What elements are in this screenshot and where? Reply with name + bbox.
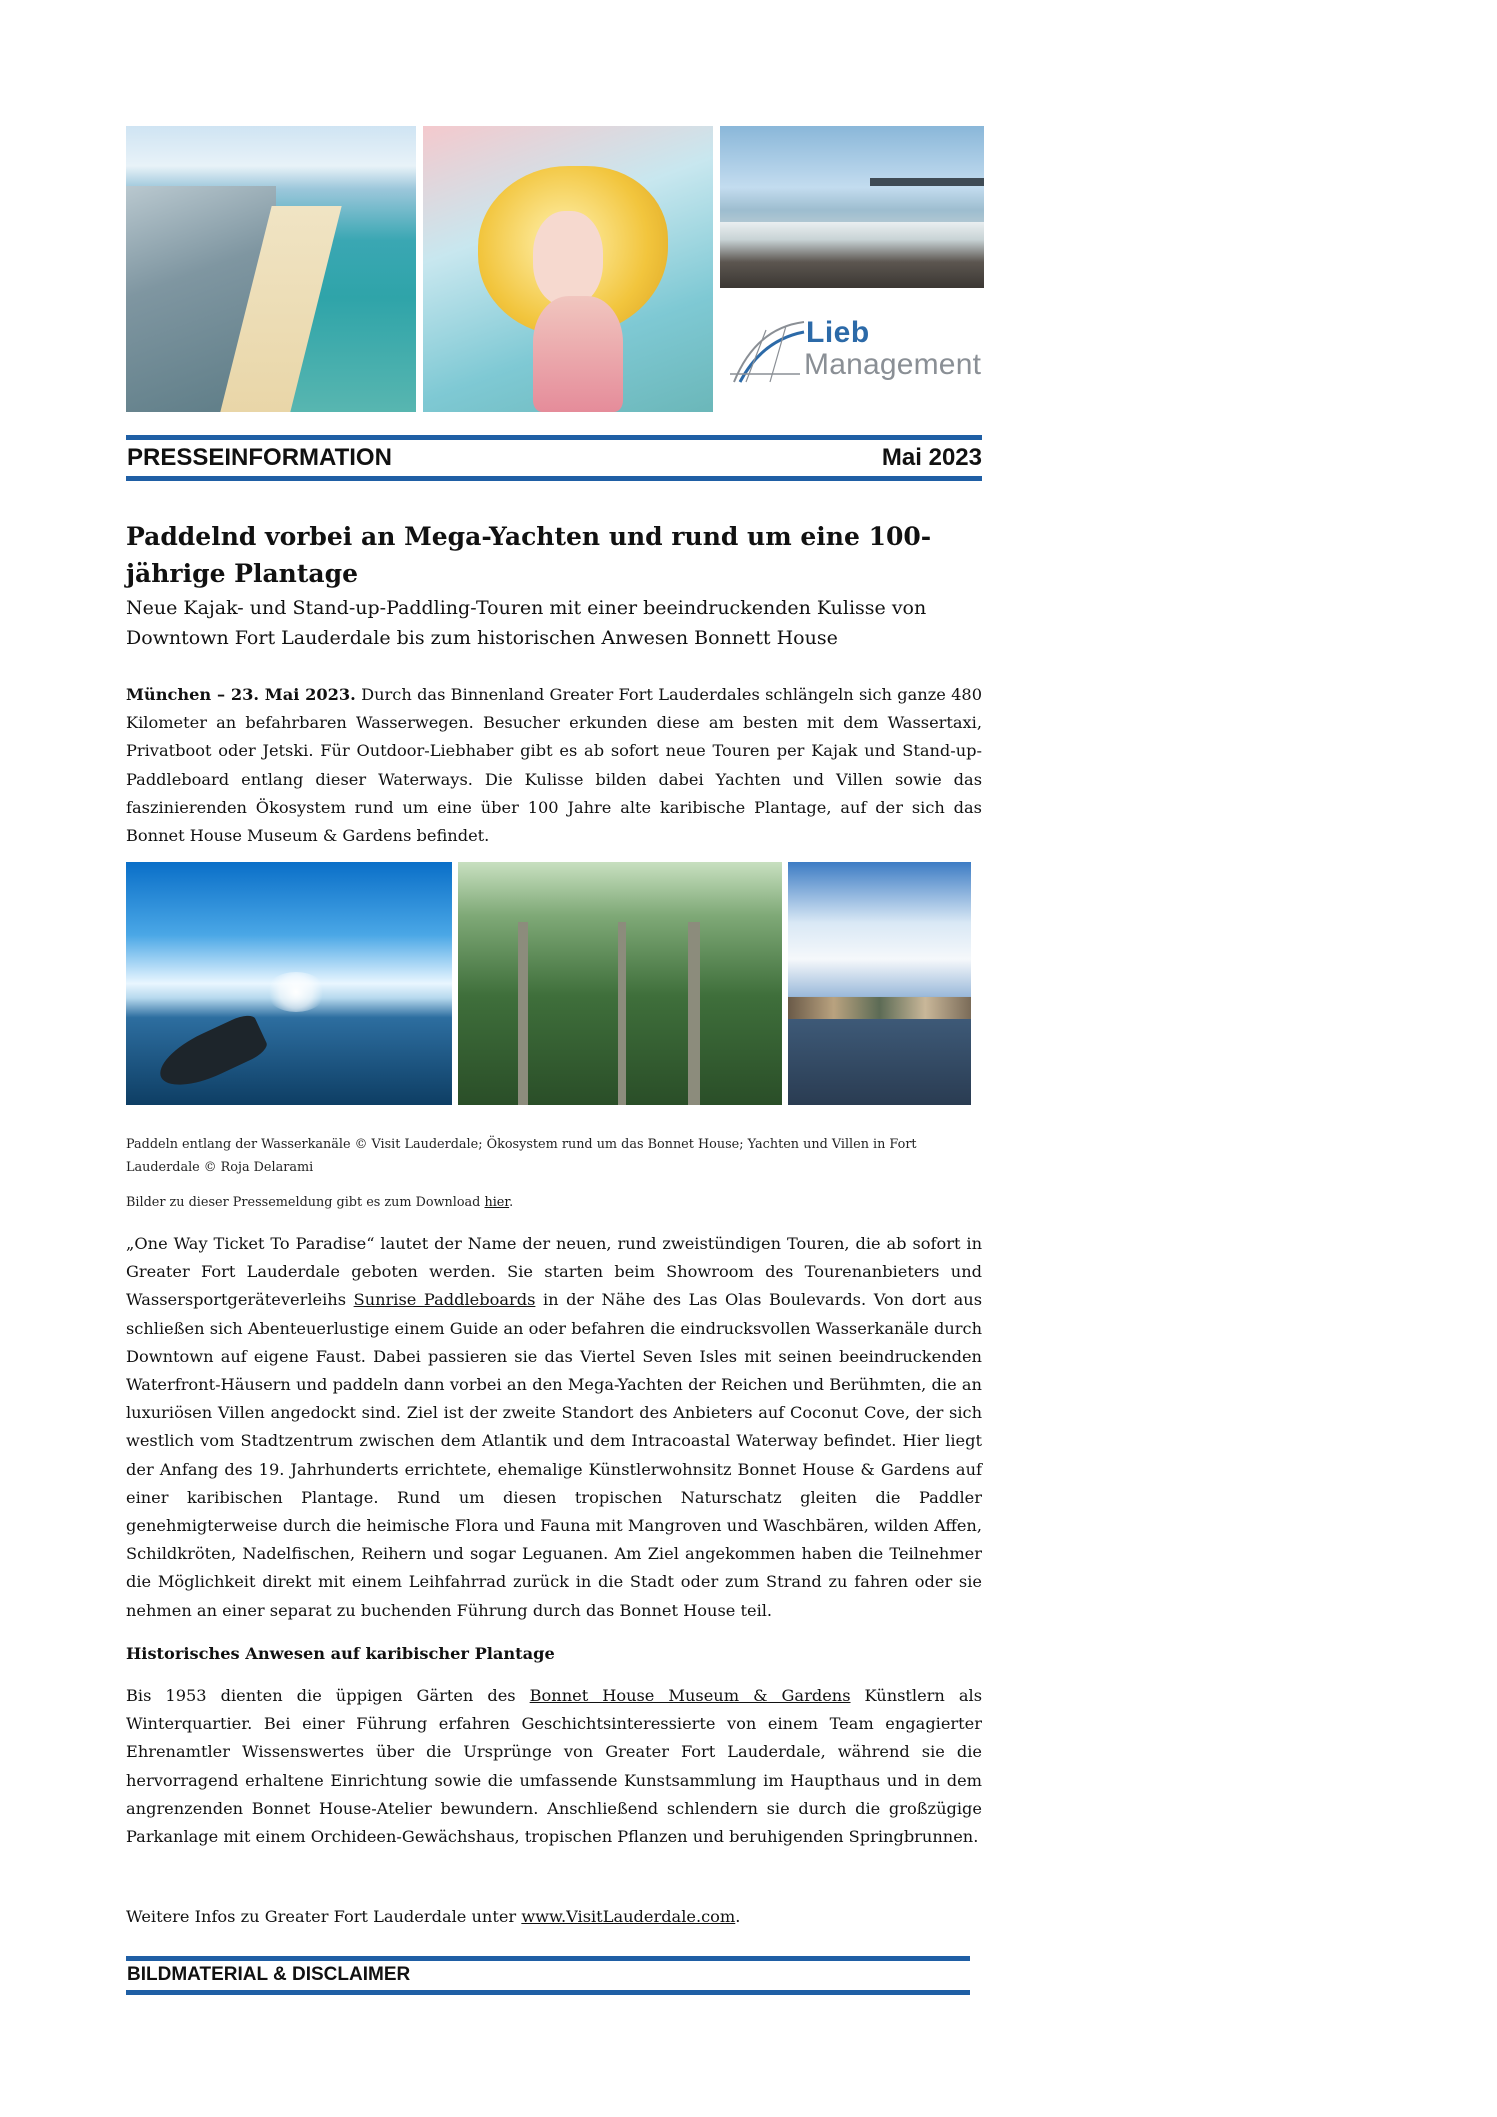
visitlauderdale-link[interactable]: www.VisitLauderdale.com [521,1907,736,1926]
section-heading: Historisches Anwesen auf karibischer Plantage [126,1644,555,1663]
press-date-label: Mai 2023 [881,444,982,471]
header-rule-bottom [126,476,982,481]
logo-text-management: Management [804,348,982,381]
download-prefix: Bilder zu dieser Pressemeldung gibt es zum Download [126,1195,485,1210]
logo-text-lieb: Lieb [806,316,870,349]
more-info-prefix: Weitere Infos zu Greater Fort Lauderdale unter [126,1907,522,1926]
palm-garden-photo [458,862,782,1105]
header-rule-top [126,435,982,440]
sunrise-paddleboards-link[interactable]: Sunrise Paddleboards [353,1290,536,1310]
photo-caption: Paddeln entlang der Wasserkanäle © Visit Lauderdale; Ökosystem rund um das Bonnet House; Yachten und Villen in Fort Lauderdale © Roja Delarami [126,1137,917,1175]
intro-text: Durch das Binnenland Greater Fort Lauderdales schlängeln sich ganze 480 Kilometer an befahrbaren Wasserwegen. Besucher erkunden diese am besten mit dem Wassertaxi, Privatboot oder Jetski. Für Outdoor-Liebhaber gibt es ab sofort neue Touren per Kajak und Stand-up-Paddleboard entlang dieser Waterways. Die Kulisse bilden dabei Yachten und Villen sowie das faszinierenden Ökosystem rund um eine über 100 Jahre alte karibische Plantage, auf der sich das Bonnet House Museum & Gardens befindet. [126,685,982,846]
intro-paragraph [126,681,982,850]
article-headline: Paddelnd vorbei an Mega-Yachten und rund um eine 100-jährige Plantage [126,522,932,588]
bonnet-house-link[interactable]: Bonnet House Museum & Gardens [529,1686,851,1705]
download-suffix: . [509,1195,514,1210]
body2-text-b: Künstlern als Winterquartier. Bei einer Führung erfahren Geschichtsinteressierte von einem Team engagierter Ehrenamtler Wissenswertes über die Ursprünge von Greater Fort Lauderdale, während sie die hervorragend erhaltene Einrichtung sowie die umfassende Kunstsammlung im Haupthaus und in dem angrenzenden Bonnet House-Atelier bewundern. Anschließend schlendern sie durch die großzügige Parkanlage mit einem Orchideen-Gewächshaus, tropischen Pflanzen und beruhigenden Springbrunnen. [126,1686,983,1847]
aerial-beach-photo [126,126,416,412]
body-paragraph-2 [126,1682,982,1851]
kayak-sunrise-photo [126,862,452,1105]
download-link[interactable]: hier [484,1195,510,1210]
logo-mark-icon [726,318,806,388]
footer-rule-top [126,1956,970,1961]
body1-text-a: „One Way Ticket To Paradise“ lautet der Name der neuen, rund zweistündigen Touren, die ab sofort in Greater Fort Lauderdale geboten werden. Sie starten beim Showroom des Tourenanbieters und Wassersportgeräteverleihs [126,1234,982,1310]
lieb-management-logo [726,312,984,390]
pier-beach-photo [720,126,984,288]
press-info-label: PRESSEINFORMATION [127,444,392,471]
dateline: München – 23. Mai 2023. [126,685,356,704]
body1-text-b: in der Nähe des Las Olas Boulevards. Von dort aus schließen sich Abenteuerlustige einem Guide an oder befahren die eindrucksvollen Wasserkanäle durch Downtown auf eigene Faust. Dabei passieren sie das Viertel Seven Isles mit seinen beeindruckenden Waterfront-Häusern und paddeln dann vorbei an den Mega-Yachten der Reichen und Berühmten, die an luxuriösen Villen angedockt sind. Ziel ist der zweite Standort des Anbieters auf Coconut Cove, der sich westlich vom Stadtzentrum zwischen dem Atlantik und dem Intracoastal Waterway befindet. Hier liegt der Anfang des 19. Jahrhunderts errichtete, ehemalige Künstlerwohnsitz Bonnet House & Gardens auf einer karibischen Plantage. Rund um diesen tropischen Naturschatz gleiten die Paddler genehmigterweise durch die heimische Flora und Fauna mit Mangroven und Waschbären, wilden Affen, Schildkröten, Nadelfischen, Reihern und sogar Leguanen. Am Ziel angekommen haben die Teilnehmer die Möglichkeit direkt mit einem Leihfahrrad zurück in die Stadt oder zum Strand zu fahren oder sie nehmen an einer separat zu buchenden Führung durch das Bonnet House teil. [126,1290,982,1620]
yachts-villas-photo [788,862,971,1105]
body2-text-a: Bis 1953 dienten die üppigen Gärten des [126,1686,530,1705]
more-info-line [126,1903,982,1931]
footer-rule-bottom [126,1990,970,1995]
article-subheadline: Neue Kajak- und Stand-up-Paddling-Touren mit einer beeindruckenden Kulisse von Downtown Fort Lauderdale bis zum historischen Anwesen Bonnett House [126,597,927,649]
more-info-suffix: . [735,1907,741,1926]
body-paragraph-1 [126,1230,982,1625]
mermaid-mural-photo [423,126,713,412]
footer-label: BILDMATERIAL & DISCLAIMER [127,1964,411,1985]
download-note [126,1191,982,1214]
